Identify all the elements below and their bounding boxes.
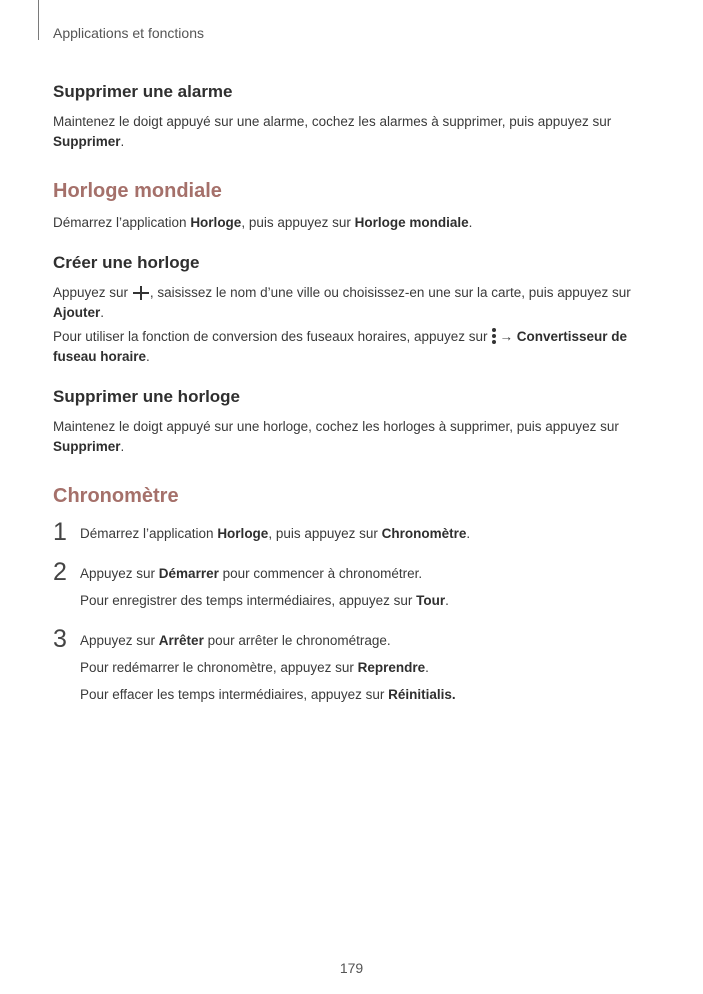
text: . [146,349,150,364]
arrow-symbol: → [499,329,513,344]
step-1-line-1 [80,524,633,544]
text: . [445,593,449,608]
paragraph-supprimer-horloge [53,417,633,457]
step-3-line-3 [80,685,633,705]
step-2-line-1 [80,564,633,584]
text: . [468,215,473,230]
bold-supprimer: Supprimer [53,134,121,149]
page-number: 179 [339,960,364,976]
text: Appuyez sur [80,633,159,648]
text: Appuyez sur [53,285,129,300]
text: Pour redémarrer le chronomètre, appuyez sur [80,660,358,675]
step-2-line-2 [80,591,633,611]
plus-icon [133,286,149,298]
page-header: Applications et fonctions [53,25,204,41]
text: pour arrêter le chronométrage. [203,633,391,648]
margin-line [38,0,39,40]
bold-horloge: Horloge [217,526,269,541]
paragraph-creer-horloge-1 [53,283,633,323]
text: . [100,305,105,320]
text: . [466,526,471,541]
text: Pour effacer les temps intermédiaires, appuyez sur [80,687,389,702]
text: Pour enregistrer des temps intermédiaires, appuyez sur [80,593,417,608]
step-1 [53,518,633,546]
page-content [53,82,633,719]
text: Maintenez le doigt appuyé sur une alarme, cochez les alarmes à supprimer, puis appuyez sur [53,114,612,129]
bold-reinitialis: Réinitialis. [388,687,456,702]
bold-tour: Tour [416,593,446,608]
text: , puis appuyez sur [268,526,382,541]
text: , puis appuyez sur [241,215,355,230]
bold-demarrer: Démarrer [158,566,219,581]
bold-convertisseur: Convertisseur de fuseau horaire [53,329,628,364]
heading-supprimer-alarme: Supprimer une alarme [53,82,233,101]
text: , saisissez le nom d’une ville ou choisissez-en une sur la carte, puis appuyez sur [149,285,631,300]
bold-horloge-mondiale: Horloge mondiale [354,215,469,230]
bold-supprimer: Supprimer [53,439,121,454]
bold-chronometre: Chronomètre [381,526,467,541]
text: Démarrez l’application [53,215,191,230]
step-2 [53,558,633,611]
step-3-line-1 [80,631,633,651]
text: Pour utiliser la fonction de conversion des fuseaux horaires, appuyez sur [53,329,488,344]
step-3 [53,625,633,705]
text: . [120,439,125,454]
heading-chronometre: Chronomètre [53,485,179,507]
text: . [120,134,125,149]
step-3-line-2 [80,658,633,678]
text: Maintenez le doigt appuyé sur une horloge, cochez les horloges à supprimer, puis appuyez sur [53,419,619,434]
paragraph-creer-horloge-2 [53,327,633,367]
text: Démarrez l’application [80,526,218,541]
more-options-icon [491,327,497,345]
heading-creer-horloge: Créer une horloge [53,253,200,272]
step-number: 3 [53,625,67,653]
heading-horloge-mondiale: Horloge mondiale [53,180,222,202]
step-number: 2 [53,558,67,586]
bold-ajouter: Ajouter [53,305,101,320]
step-number: 1 [53,518,67,546]
heading-supprimer-horloge: Supprimer une horloge [53,387,241,406]
bold-arreter: Arrêter [158,633,204,648]
text: pour commencer à chronométrer. [218,566,423,581]
bold-reprendre: Reprendre [357,660,426,675]
bold-horloge: Horloge [190,215,242,230]
text: Appuyez sur [80,566,159,581]
text: . [425,660,429,675]
paragraph-horloge-mondiale [53,213,633,233]
paragraph-supprimer-alarme [53,112,633,152]
